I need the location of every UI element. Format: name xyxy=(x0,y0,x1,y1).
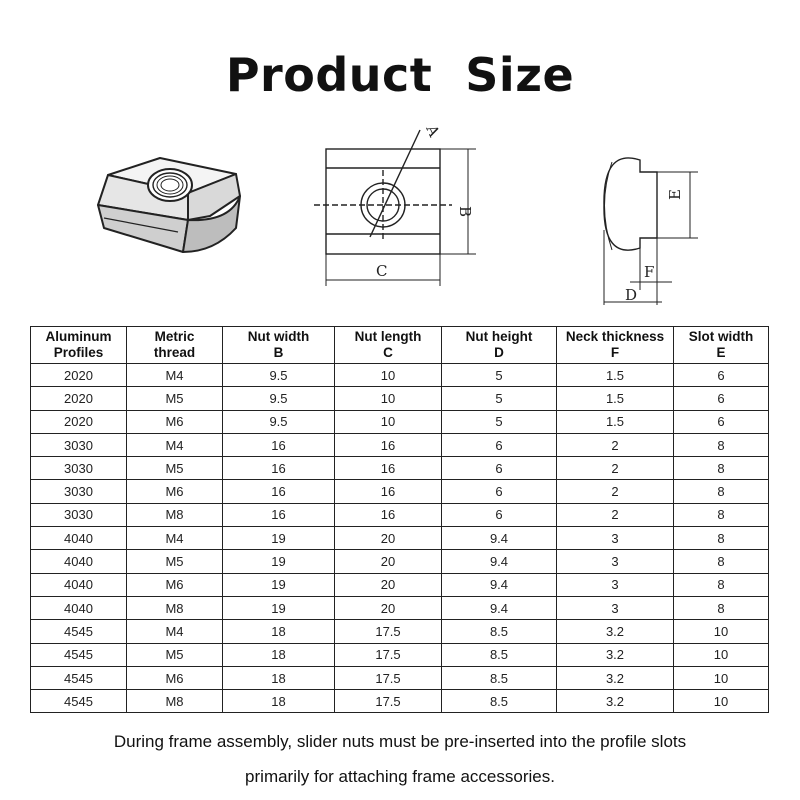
header-neck-thickness: Neck thickness F xyxy=(557,327,674,364)
t-nut-isometric-illustration xyxy=(98,158,240,252)
table-row xyxy=(31,666,769,689)
cell-slot-width: 8 xyxy=(674,457,769,480)
table-row xyxy=(31,387,769,410)
cell-nut-height: 9.4 xyxy=(442,573,557,596)
cell-nut-length: 10 xyxy=(335,410,442,433)
cell-neck-thickness: 1.5 xyxy=(557,387,674,410)
header-nut-height: Nut height D xyxy=(442,327,557,364)
cell-thread: M8 xyxy=(127,503,223,526)
cell-profile: 4040 xyxy=(31,527,127,550)
cell-slot-width: 10 xyxy=(674,643,769,666)
cell-nut-width: 19 xyxy=(223,527,335,550)
cell-neck-thickness: 1.5 xyxy=(557,364,674,387)
cell-slot-width: 8 xyxy=(674,503,769,526)
cell-nut-width: 19 xyxy=(223,596,335,619)
front-view-drawing xyxy=(314,130,476,286)
cell-slot-width: 8 xyxy=(674,573,769,596)
cell-neck-thickness: 3 xyxy=(557,596,674,619)
cell-nut-height: 6 xyxy=(442,457,557,480)
cell-profile: 4545 xyxy=(31,643,127,666)
table-row xyxy=(31,457,769,480)
dimension-label-c: C xyxy=(376,262,388,280)
cell-nut-length: 17.5 xyxy=(335,666,442,689)
table-body xyxy=(31,364,769,713)
cell-profile: 3030 xyxy=(31,480,127,503)
cell-neck-thickness: 3 xyxy=(557,527,674,550)
cell-profile: 4545 xyxy=(31,620,127,643)
header-metric-thread: Metric thread xyxy=(127,327,223,364)
cell-nut-width: 16 xyxy=(223,480,335,503)
dimension-label-e: E xyxy=(666,189,684,200)
cell-profile: 2020 xyxy=(31,387,127,410)
table-row xyxy=(31,573,769,596)
cell-nut-height: 9.4 xyxy=(442,596,557,619)
cell-nut-width: 18 xyxy=(223,666,335,689)
cell-neck-thickness: 2 xyxy=(557,480,674,503)
cell-nut-width: 18 xyxy=(223,643,335,666)
cell-thread: M4 xyxy=(127,527,223,550)
cell-nut-height: 8.5 xyxy=(442,620,557,643)
cell-nut-height: 9.4 xyxy=(442,527,557,550)
cell-thread: M6 xyxy=(127,573,223,596)
table-row xyxy=(31,364,769,387)
cell-thread: M5 xyxy=(127,550,223,573)
table-row xyxy=(31,620,769,643)
table-row xyxy=(31,690,769,713)
cell-profile: 2020 xyxy=(31,364,127,387)
dimension-label-a: A xyxy=(422,122,444,140)
cell-profile: 3030 xyxy=(31,503,127,526)
cell-slot-width: 8 xyxy=(674,433,769,456)
cell-nut-length: 16 xyxy=(335,503,442,526)
cell-thread: M6 xyxy=(127,666,223,689)
cell-neck-thickness: 3.2 xyxy=(557,666,674,689)
cell-neck-thickness: 3.2 xyxy=(557,643,674,666)
cell-neck-thickness: 3.2 xyxy=(557,620,674,643)
cell-thread: M6 xyxy=(127,410,223,433)
cell-neck-thickness: 2 xyxy=(557,503,674,526)
cell-profile: 4040 xyxy=(31,596,127,619)
cell-nut-width: 9.5 xyxy=(223,410,335,433)
header-slot-width: Slot width E xyxy=(674,327,769,364)
cell-nut-width: 16 xyxy=(223,433,335,456)
cell-profile: 3030 xyxy=(31,433,127,456)
header-aluminum-profiles: Aluminum Profiles xyxy=(31,327,127,364)
cell-nut-length: 17.5 xyxy=(335,620,442,643)
cell-nut-height: 6 xyxy=(442,433,557,456)
cell-nut-width: 19 xyxy=(223,573,335,596)
cell-profile: 4040 xyxy=(31,573,127,596)
table-row xyxy=(31,550,769,573)
cell-nut-width: 18 xyxy=(223,620,335,643)
dimension-label-f: F xyxy=(644,263,655,281)
cell-nut-length: 20 xyxy=(335,550,442,573)
cell-nut-length: 10 xyxy=(335,364,442,387)
cell-slot-width: 10 xyxy=(674,690,769,713)
cell-nut-height: 8.5 xyxy=(442,666,557,689)
cell-nut-height: 8.5 xyxy=(442,690,557,713)
cell-nut-width: 9.5 xyxy=(223,364,335,387)
cell-nut-width: 16 xyxy=(223,457,335,480)
cell-slot-width: 6 xyxy=(674,410,769,433)
cell-neck-thickness: 3.2 xyxy=(557,690,674,713)
cell-neck-thickness: 2 xyxy=(557,433,674,456)
side-view-drawing xyxy=(604,158,698,305)
cell-nut-length: 10 xyxy=(335,387,442,410)
table-row xyxy=(31,410,769,433)
dimension-label-d: D xyxy=(625,286,638,304)
table-row xyxy=(31,433,769,456)
page-title: Product Size xyxy=(225,48,575,102)
cell-thread: M5 xyxy=(127,457,223,480)
cell-nut-height: 6 xyxy=(442,480,557,503)
cell-nut-width: 19 xyxy=(223,550,335,573)
cell-nut-length: 16 xyxy=(335,457,442,480)
cell-slot-width: 10 xyxy=(674,620,769,643)
cell-slot-width: 8 xyxy=(674,550,769,573)
cell-neck-thickness: 3 xyxy=(557,573,674,596)
cell-profile: 2020 xyxy=(31,410,127,433)
table-header-row xyxy=(31,327,769,364)
cell-slot-width: 8 xyxy=(674,596,769,619)
cell-nut-height: 6 xyxy=(442,503,557,526)
cell-thread: M6 xyxy=(127,480,223,503)
table-row xyxy=(31,480,769,503)
assembly-note-line-2: primarily for attaching frame accessories. xyxy=(245,767,555,786)
cell-nut-height: 5 xyxy=(442,387,557,410)
cell-thread: M5 xyxy=(127,643,223,666)
cell-thread: M4 xyxy=(127,620,223,643)
table-row xyxy=(31,527,769,550)
assembly-note-line-1: During frame assembly, slider nuts must be pre-inserted into the profile slots xyxy=(113,732,687,751)
cell-profile: 4545 xyxy=(31,690,127,713)
technical-drawings xyxy=(0,0,800,325)
cell-profile: 4545 xyxy=(31,666,127,689)
cell-thread: M5 xyxy=(127,387,223,410)
cell-slot-width: 8 xyxy=(674,480,769,503)
cell-neck-thickness: 1.5 xyxy=(557,410,674,433)
cell-nut-width: 16 xyxy=(223,503,335,526)
cell-slot-width: 6 xyxy=(674,387,769,410)
cell-nut-length: 16 xyxy=(335,480,442,503)
cell-nut-length: 17.5 xyxy=(335,690,442,713)
cell-nut-length: 20 xyxy=(335,527,442,550)
cell-thread: M8 xyxy=(127,596,223,619)
cell-slot-width: 10 xyxy=(674,666,769,689)
specifications-table xyxy=(30,326,769,713)
cell-thread: M4 xyxy=(127,364,223,387)
cell-nut-height: 9.4 xyxy=(442,550,557,573)
cell-nut-height: 5 xyxy=(442,410,557,433)
cell-nut-length: 16 xyxy=(335,433,442,456)
table-row xyxy=(31,643,769,666)
cell-profile: 4040 xyxy=(31,550,127,573)
cell-nut-length: 20 xyxy=(335,596,442,619)
table-row xyxy=(31,596,769,619)
cell-nut-length: 17.5 xyxy=(335,643,442,666)
cell-nut-width: 18 xyxy=(223,690,335,713)
cell-nut-height: 8.5 xyxy=(442,643,557,666)
cell-neck-thickness: 2 xyxy=(557,457,674,480)
cell-nut-width: 9.5 xyxy=(223,387,335,410)
cell-slot-width: 6 xyxy=(674,364,769,387)
cell-neck-thickness: 3 xyxy=(557,550,674,573)
header-nut-width: Nut width B xyxy=(223,327,335,364)
cell-slot-width: 8 xyxy=(674,527,769,550)
dimension-label-b: B xyxy=(456,206,474,218)
cell-thread: M8 xyxy=(127,690,223,713)
cell-nut-length: 20 xyxy=(335,573,442,596)
cell-profile: 3030 xyxy=(31,457,127,480)
header-nut-length: Nut length C xyxy=(335,327,442,364)
table-row xyxy=(31,503,769,526)
cell-nut-height: 5 xyxy=(442,364,557,387)
cell-thread: M4 xyxy=(127,433,223,456)
